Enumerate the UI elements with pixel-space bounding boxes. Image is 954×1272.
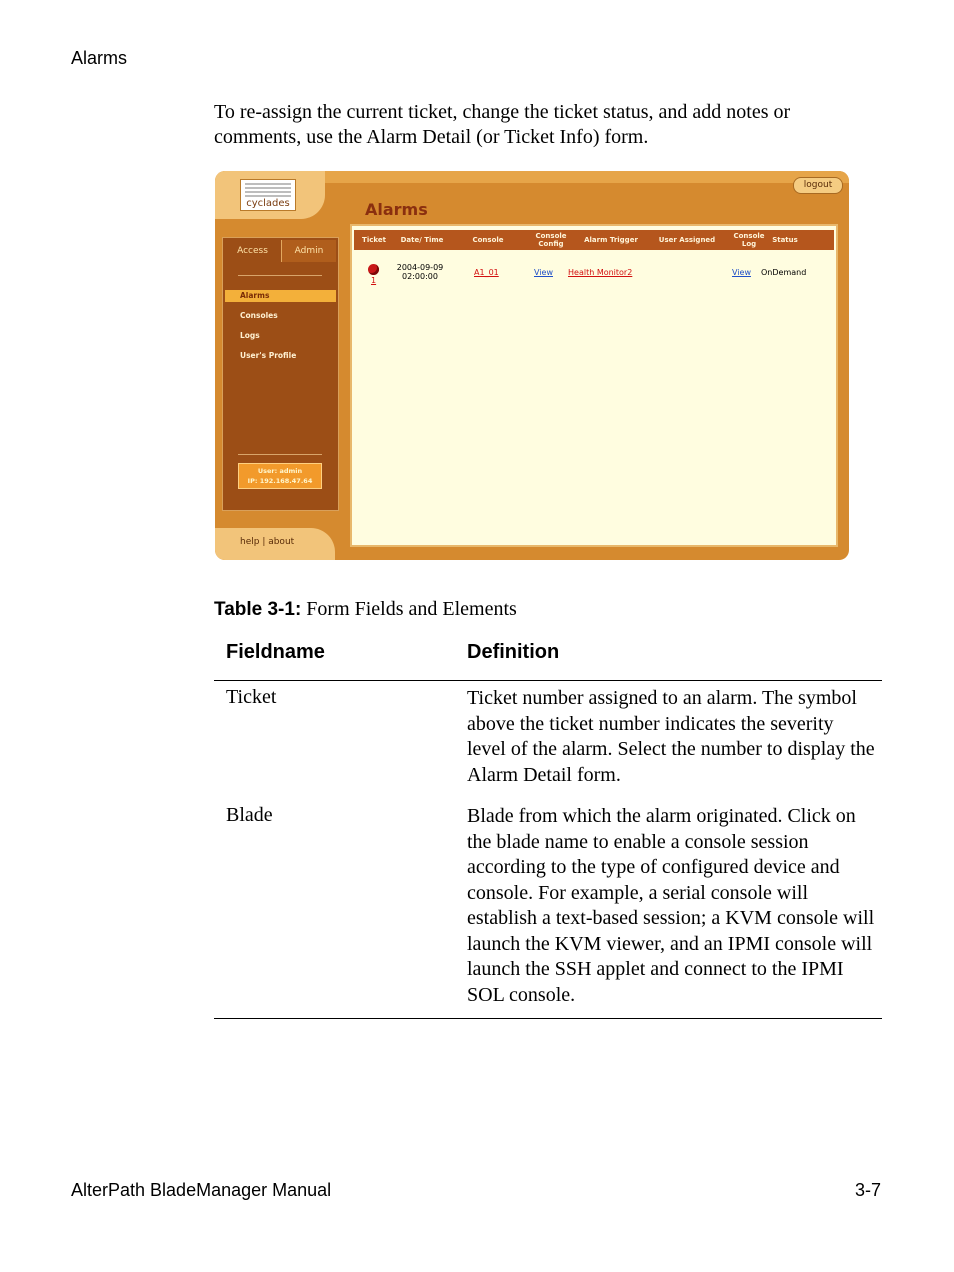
sidebar-item-alarms[interactable]: Alarms [225, 290, 336, 302]
logo-text: cyclades [246, 198, 290, 209]
row-ticket-name: Ticket [226, 686, 277, 708]
ticket-number-link[interactable]: 1 [371, 276, 377, 285]
sidebar [222, 237, 339, 511]
alarm-trigger-link[interactable]: Health Monitor2 [568, 268, 633, 277]
sidebar-item-users-profile[interactable]: User's Profile [240, 351, 297, 360]
running-head: Alarms [71, 48, 128, 68]
col-status: Status [772, 236, 798, 244]
tab-admin[interactable]: Admin [281, 240, 336, 262]
col-console-log-line2: Log [741, 240, 757, 248]
console-log-view-link[interactable]: View [732, 268, 751, 277]
row-ticket-definition: Ticket number assigned to an alarm. The symbol above the ticket number indicates the severity level of the alarm. Select the number to display the Alarm Detail form. [467, 687, 875, 786]
table-bottom-rule [214, 1018, 882, 1019]
user-line: User: admin [257, 467, 303, 475]
sidebar-divider [238, 275, 322, 276]
cyclades-logo [240, 179, 296, 211]
intro-paragraph: To re-assign the current ticket, change the ticket status, and add notes or comments, use the Alarm Detail (or Ticket Info) form. [214, 101, 791, 148]
col-console-config [526, 230, 576, 250]
table-caption [214, 598, 517, 621]
tab-access[interactable]: Access [225, 240, 280, 262]
logout-button[interactable]: logout [793, 177, 843, 194]
sidebar-item-logs[interactable]: Logs [240, 331, 260, 340]
severity-alert-icon [368, 264, 379, 275]
console-link[interactable]: A1_01 [474, 268, 499, 277]
table-header-rule [214, 680, 882, 681]
table-caption-label: Table 3-1: [214, 599, 302, 620]
col-console-log [728, 230, 770, 250]
col-console-log-line1: Console [733, 232, 765, 240]
col-user-assigned: User Assigned [658, 236, 716, 244]
alarm-date: 2004-09-09 [396, 263, 444, 272]
logo-mark-icon [245, 183, 291, 197]
sidebar-item-consoles[interactable]: Consoles [240, 311, 278, 320]
col-header-fieldname: Fieldname [226, 641, 325, 663]
col-header-definition: Definition [467, 641, 560, 663]
col-console-config-line2: Config [538, 240, 564, 248]
footer-manual-title: AlterPath BladeManager Manual [71, 1180, 332, 1200]
row-blade-name: Blade [226, 804, 273, 826]
col-alarm-trigger: Alarm Trigger [584, 236, 638, 244]
col-console: Console [472, 236, 504, 244]
help-about-links[interactable]: help | about [240, 537, 295, 547]
col-datetime: Date/ Time [400, 236, 444, 244]
alarm-time: 02:00:00 [402, 272, 438, 281]
alarms-panel [350, 224, 838, 547]
alarms-table-header [354, 230, 834, 250]
console-config-view-link[interactable]: View [534, 268, 553, 277]
ip-line: IP: 192.168.47.64 [247, 477, 313, 485]
col-console-config-line1: Console [535, 232, 567, 240]
row-blade-definition: Blade from which the alarm originated. Click on the blade name to enable a console session according to the type of configured device and console. For example, a serial console will establish a text-based session; a KVM console will launch the KVM viewer, and an IPMI console will launch the SSH applet and connect to the IPMI SOL console. [467, 805, 875, 1006]
page-title: Alarms [365, 200, 428, 219]
alarms-screenshot [215, 171, 849, 560]
footer-page-number: 3-7 [854, 1180, 881, 1200]
sidebar-divider [238, 454, 322, 455]
table-caption-text: Form Fields and Elements [301, 598, 517, 620]
col-ticket: Ticket [362, 236, 386, 244]
status-value: OnDemand [761, 268, 807, 277]
user-info-box [238, 463, 322, 489]
